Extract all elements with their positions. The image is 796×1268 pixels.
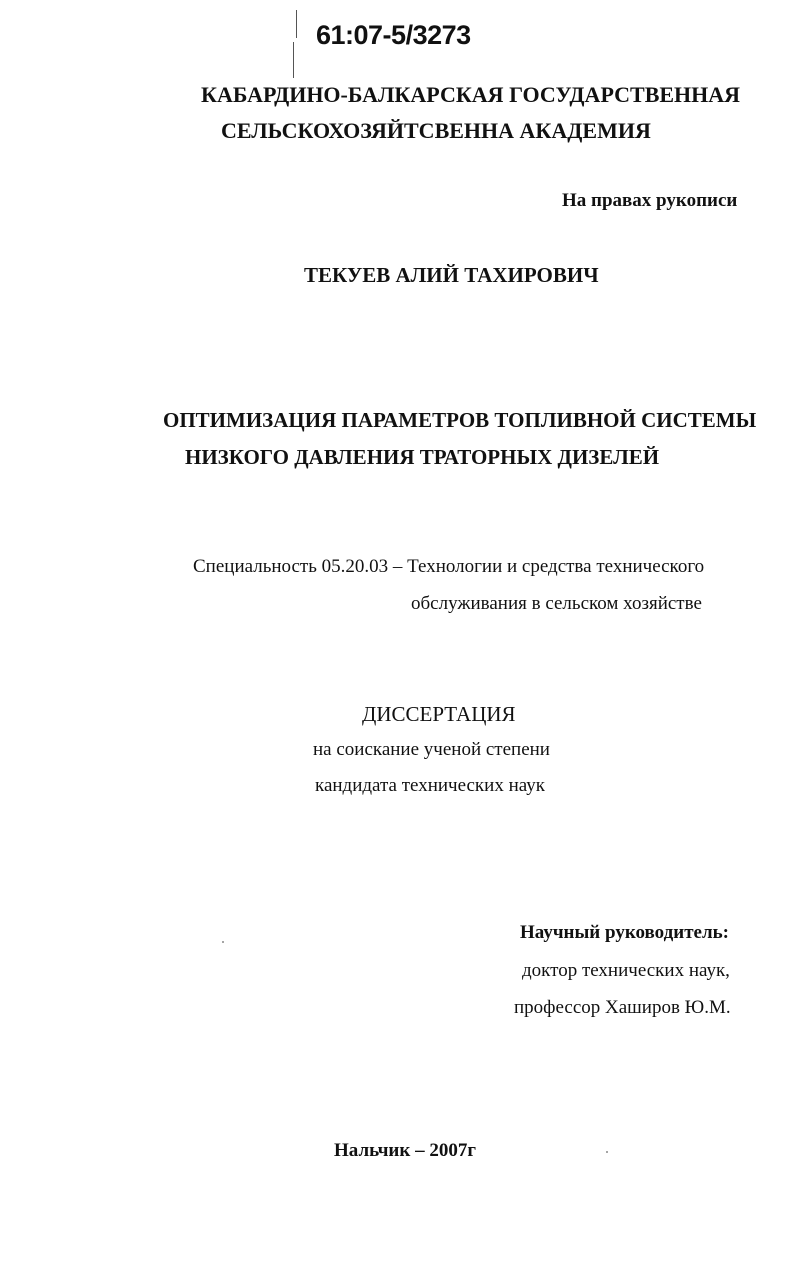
- city-and-year: Нальчик – 2007г: [334, 1140, 476, 1161]
- manuscript-rights-note: На правах рукописи: [562, 190, 738, 211]
- supervisor-degree: доктор технических наук,: [522, 960, 730, 981]
- scan-speck: [606, 1151, 608, 1153]
- library-stamp-number: 61:07-5/3273: [316, 20, 471, 50]
- dissertation-title-line-1: ОПТИМИЗАЦИЯ ПАРАМЕТРОВ ТОПЛИВНОЙ СИСТЕМЫ: [163, 408, 757, 432]
- institution-name-line-2: СЕЛЬСКОХОЗЯЙТСВЕННА АКАДЕМИЯ: [221, 118, 651, 143]
- supervisor-heading: Научный руководитель:: [520, 922, 729, 943]
- author-name: ТЕКУЕВ АЛИЙ ТАХИРОВИЧ: [304, 263, 599, 287]
- document-type-heading: ДИССЕРТАЦИЯ: [362, 702, 516, 726]
- specialty-line-2: обслуживания в сельском хозяйстве: [411, 593, 702, 614]
- degree-line-1: на соискание ученой степени: [313, 739, 550, 760]
- institution-name-line-1: КАБАРДИНО-БАЛКАРСКАЯ ГОСУДАРСТВЕННАЯ: [201, 82, 741, 107]
- margin-line-upper: [296, 10, 297, 38]
- supervisor-name: профессор Хаширов Ю.М.: [514, 997, 731, 1018]
- degree-line-2: кандидата технических наук: [315, 775, 545, 796]
- margin-line-lower: [293, 42, 294, 78]
- scan-speck: [222, 941, 224, 943]
- specialty-line-1: Специальность 05.20.03 – Технологии и средства технического: [193, 556, 705, 577]
- dissertation-title-line-2: НИЗКОГО ДАВЛЕНИЯ ТРАТОРНЫХ ДИЗЕЛЕЙ: [185, 445, 660, 469]
